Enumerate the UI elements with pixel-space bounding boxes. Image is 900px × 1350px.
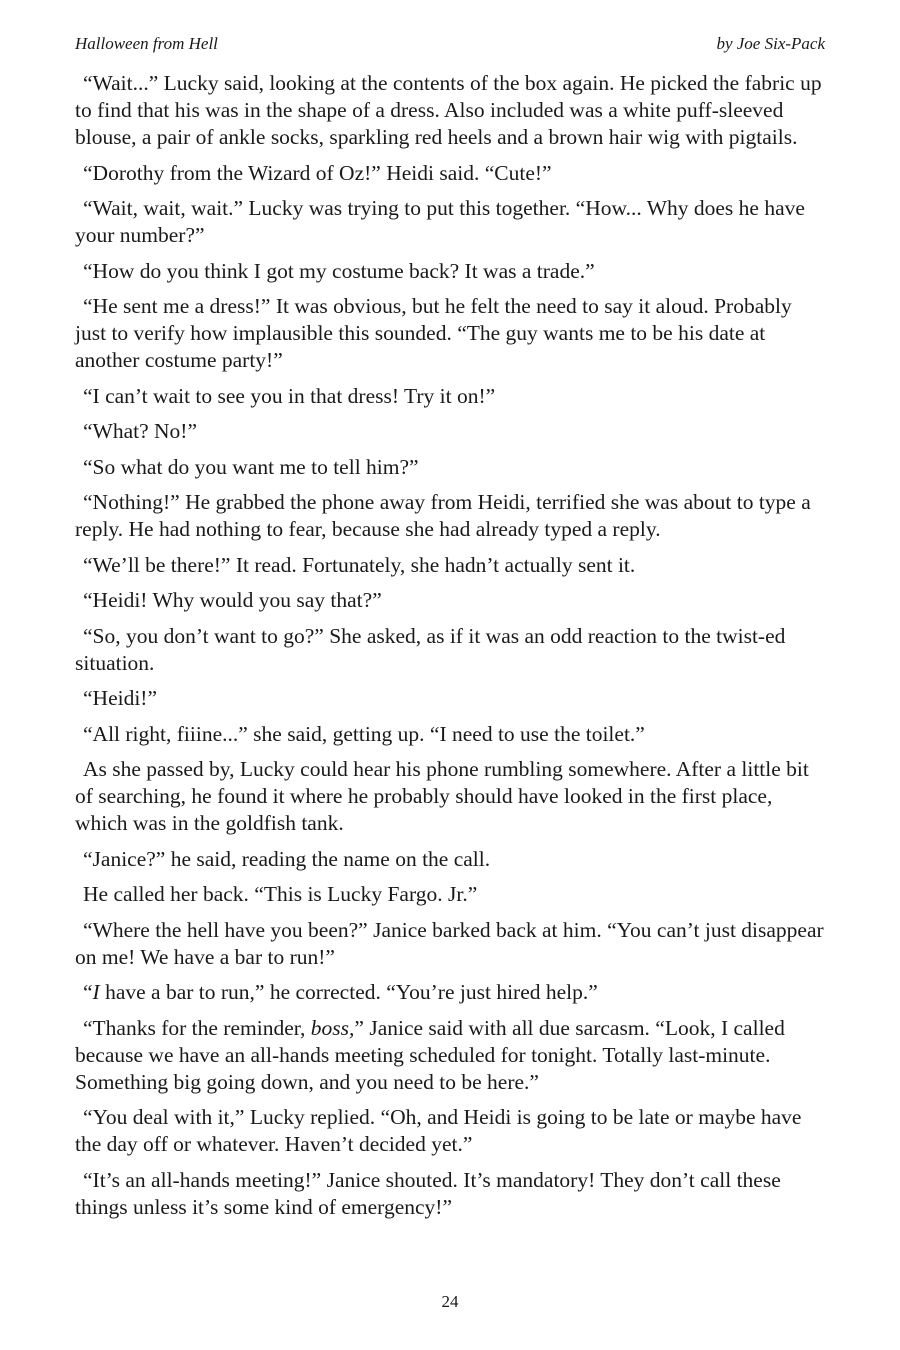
body-text [75,70,825,1229]
paragraph: “He sent me a dress!” It was obvious, but he felt the need to say it aloud. Probably just to verify how implausible this sounded. “The guy wants me to be his date at another costume party!” [75,294,792,372]
paragraph: “Thanks for the reminder, boss,” Janice said with all due sarcasm. “Look, I called because we have an all-hands meeting scheduled for tonight. Totally last-minute. Something big going down, and you need to be here.” [75,1015,785,1094]
paragraph: He called her back. “This is Lucky Fargo. Jr.” [83,882,478,906]
emphasis: I [92,980,100,1004]
paragraph: As she passed by, Lucky could hear his phone rumbling somewhere. After a little bit of searching, he found it where he probably should have looked in the first place, which was in the goldfish tank. [75,757,809,835]
paragraph: “Dorothy from the Wizard of Oz!” Heidi said. “Cute!” [83,160,552,185]
paragraph: “Wait, wait, wait.” Lucky was trying to put this together. “How... Why does he have your number?” [75,196,805,247]
paragraph: “Nothing!” He grabbed the phone away from Heidi, terrified she was about to type a reply. He had nothing to fear, because she had already typed a reply. [75,490,811,541]
paragraph: “We’ll be there!” It read. Fortunately, she hadn’t actually sent it. [83,552,636,577]
paragraph: “All right, fiiine...” she said, getting up. “I need to use the toilet.” [83,721,645,746]
emphasis: boss, [310,1015,355,1040]
author-name: by Joe Six-Pack [716,34,825,53]
paragraph: “How do you think I got my costume back? It was a trade.” [83,258,595,283]
page-number: 24 [441,1292,459,1311]
paragraph: “What? No!” [83,419,197,443]
paragraph: “Wait...” Lucky said, looking at the contents of the box again. He picked the fabric up to find that his was in the shape of a dress. Also included was a white puff-sleeved blouse, a pair of ankle socks, sparkling red heels and a brown hair wig with pigtails. [75,71,822,149]
book-title: Halloween from Hell [75,34,218,53]
paragraph: “It’s an all-hands meeting!” Janice shouted. It’s mandatory! They don’t call these things unless it’s some kind of emergency!” [75,1167,781,1219]
paragraph: “Janice?” he said, reading the name on the call. [83,846,491,871]
paragraph: “Where the hell have you been?” Janice barked back at him. “You can’t just disappear on me! We have a bar to run!” [75,917,824,969]
paragraph: “You deal with it,” Lucky replied. “Oh, and Heidi is going to be late or maybe have the day off or whatever. Haven’t decided yet.” [75,1105,802,1156]
paragraph: “Heidi! Why would you say that?” [83,588,382,612]
paragraph: “I have a bar to run,” he corrected. “You’re just hired help.” [83,980,598,1004]
paragraph: “I can’t wait to see you in that dress! Try it on!” [83,383,496,408]
paragraph: “So what do you want me to tell him?” [83,454,419,479]
page-header [75,34,825,54]
paragraph: “Heidi!” [83,686,158,710]
paragraph: “So, you don’t want to go?” She asked, as if it was an odd reaction to the twist-ed situation. [75,623,786,675]
